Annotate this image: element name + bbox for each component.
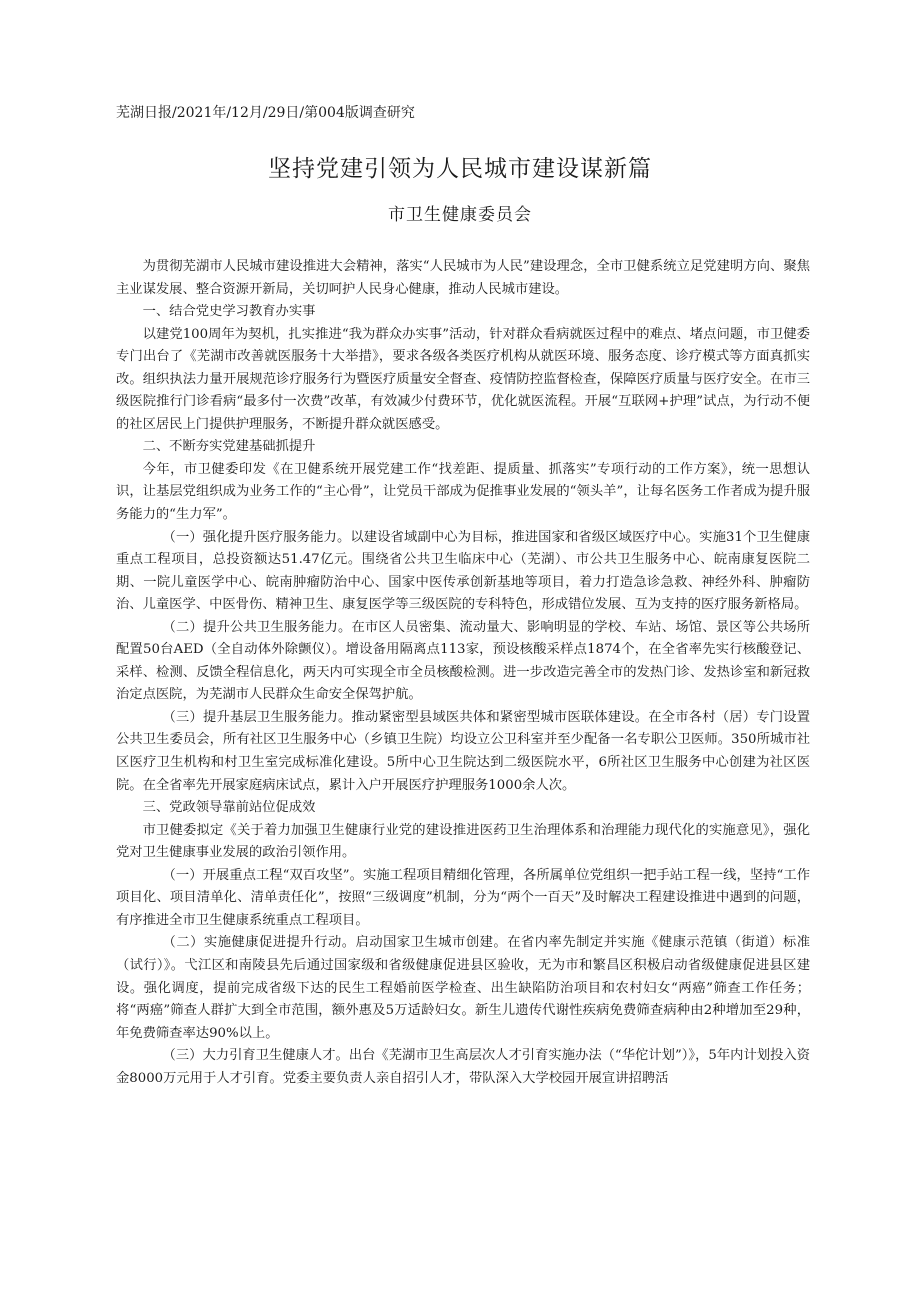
section-heading-3: 三、党政领导靠前站位促成效 — [142, 800, 316, 816]
section-heading-2: 二、不断夯实党建基础抓提升 — [142, 439, 316, 455]
body-paragraph: 市卫健委拟定《关于着力加强卫生健康行业党的建设推进医药卫生治理体系和治理能力现代化的实施意见》，强化党对卫生健康事业发展的政治引领作用。 — [116, 822, 810, 861]
section-heading-1: 一、结合党史学习教育办实事 — [142, 304, 316, 320]
body-paragraph: 今年，市卫健委印发《在卫健系统开展党建工作“找差距、提质量、抓落实”专项行动的工作方案》，统一思想认识，让基层党组织成为业务工作的“主心骨”，让党员干部成为促推事业发展的“领头羊”，让每名医务工作者成为提升服务能力的“生力军”。 — [116, 461, 810, 523]
body-paragraph: 以建党100周年为契机，扎实推进“我为群众办实事”活动，针对群众看病就医过程中的难点、堵点问题，市卫健委专门出台了《芜湖市改善就医服务十大举措》，要求各级各类医疗机构从就医环境、服务态度、诊疗模式等方面真抓实改。组织执法力量开展规范诊疗服务行为暨医疗质量安全督查、疫情防控监督检查，保障医疗质量与医疗安全。在市三级医院推行门诊看病“最多付一次费”改革，有效减少付费环节，优化就医流程。开展“互联网+护理”试点，为行动不便的社区居民上门提供护理服务，不断提升群众就医感受。 — [116, 326, 810, 432]
intro-paragraph: 为贯彻芜湖市人民城市建设推进大会精神，落实“人民城市为人民”建设理念，全市卫健系统立足党建明方向、聚焦主业谋发展、整合资源开新局，关切呵护人民身心健康，推动人民城市建设。 — [116, 259, 810, 297]
article-title: 坚持党建引领为人民城市建设谋新篇 — [268, 156, 652, 182]
article-body — [116, 256, 810, 1090]
newspaper-source-line: 芜湖日报/2021年/12月/29日/第004版调查研究 — [116, 105, 415, 121]
subsection-paragraph: （三）大力引育卫生健康人才。出台《芜湖市卫生高层次人才引育实施办法（“华佗计划”）》，5年内计划投入资金8000万元用于人才引育。党委主要负责人亲自招引人才，带队深入大学校园开展宣讲招聘活 — [116, 1048, 810, 1086]
subsection-paragraph: （二）实施健康促进提升行动。启动国家卫生城市创建。在省内率先制定并实施《健康示范镇（街道）标准（试行）》。弋江区和南陵县先后通过国家级和省级健康促进县区验收，无为市和繁昌区积极启动省级健康促进县区建设。强化调度，提前完成省级下达的民生工程婚前医学检查、出生缺陷防治项目和农村妇女“两癌”筛查工作任务；将“两癌”筛查人群扩大到全市范围，额外惠及5万适龄妇女。新生儿遗传代谢性疾病免费筛查病种由2种增加至29种，年免费筛查率达90%以上。 — [116, 935, 810, 1041]
subsection-paragraph: （二）提升公共卫生服务能力。在市区人员密集、流动量大、影响明显的学校、车站、场馆、景区等公共场所配置50台AED（全自动体外除颤仪）。增设备用隔离点113家，预设核酸采样点1874个，在全省率先实行核酸登记、采样、检测、反馈全程信息化，两天内可实现全市全员核酸检测。进一步改造完善全市的发热门诊、发热诊室和新冠救治定点医院，为芜湖市人民群众生命安全保驾护航。 — [116, 619, 810, 703]
subsection-paragraph: （一）开展重点工程“双百攻坚”。实施工程项目精细化管理，各所属单位党组织一把手站工程一线，坚持“工作项目化、项目清单化、清单责任化”，按照“三级调度”机制，分为“两个一百天”及时解决工程建设推进中遇到的问题，有序推进全市卫生健康系统重点工程项目。 — [116, 867, 810, 928]
article-author: 市卫生健康委员会 — [388, 205, 532, 225]
subsection-paragraph: （三）提升基层卫生服务能力。推动紧密型县域医共体和紧密型城市医联体建设。在全市各村（居）专门设置公共卫生委员会，所有社区卫生服务中心（乡镇卫生院）均设立公卫科室并至少配备一名专职公卫医师。350所城市社区医疗卫生机构和村卫生室完成标准化建设。5所中心卫生院达到二级医院水平，6所社区卫生服务中心创建为社区医院。在全省率先开展家庭病床试点，累计入户开展医疗护理服务1000余人次。 — [116, 709, 810, 793]
subsection-paragraph: （一）强化提升医疗服务能力。以建设省域副中心为目标，推进国家和省级区域医疗中心。实施31个卫生健康重点工程项目，总投资额达51.47亿元。围绕省公共卫生临床中心（芜湖）、市公共卫生服务中心、皖南康复医院二期、一院儿童医学中心、皖南肿瘤防治中心、国家中医传承创新基地等项目，着力打造急诊急救、神经外科、肿瘤防治、儿童医学、中医骨伤、精神卫生、康复医学等三级医院的专科特色，形成错位发展、互为支持的医疗服务新格局。 — [116, 529, 810, 613]
